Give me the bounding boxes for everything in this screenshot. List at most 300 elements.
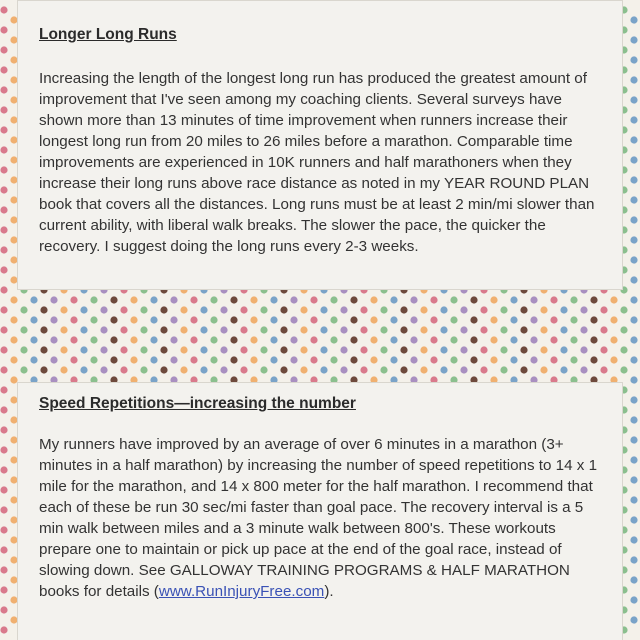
polka-dot	[80, 366, 87, 373]
polka-dot	[180, 366, 187, 373]
polka-dot	[70, 296, 77, 303]
polka-dot	[290, 336, 297, 343]
polka-dot	[150, 356, 157, 363]
section-paragraph: Increasing the length of the longest long run has produced the greatest amount of improvement that I've seen among my coaching clients. Several surveys have shown more than 13 minutes of time improvement when runners increase their longest long run from 20 miles to 26 miles before a marathon. Comparable time improvements are experienced in 10K runners and half marathoners when they increase their long runs above race distance as noted in my YEAR ROUND PLAN book that covers all the distances. Long runs must be at least 2 min/mi slower than current ability, with liberal walk breaks. The slower the pace, the quicker the recovery. I suggest doing the long runs every 2-3 weeks.	[39, 70, 595, 255]
polka-dot	[630, 616, 637, 623]
polka-dot	[40, 366, 47, 373]
polka-dot	[510, 336, 517, 343]
polka-dot	[360, 346, 367, 353]
polka-dot	[350, 296, 357, 303]
polka-dot	[0, 126, 7, 133]
polka-dot	[330, 356, 337, 363]
polka-dot	[570, 336, 577, 343]
polka-dot	[490, 336, 497, 343]
polka-dot	[100, 306, 107, 313]
polka-dot	[300, 366, 307, 373]
section-speed-repetitions	[17, 382, 623, 640]
polka-dot	[440, 306, 447, 313]
polka-dot	[130, 316, 137, 323]
polka-dot	[630, 176, 637, 183]
polka-dot	[370, 296, 377, 303]
polka-dot	[630, 296, 637, 303]
polka-dot	[340, 326, 347, 333]
polka-dot	[110, 336, 117, 343]
polka-dot	[570, 296, 577, 303]
polka-dot	[320, 326, 327, 333]
polka-dot	[330, 296, 337, 303]
polka-dot	[630, 556, 637, 563]
polka-dot	[360, 306, 367, 313]
polka-dot	[0, 226, 7, 233]
polka-dot	[630, 456, 637, 463]
polka-dot	[550, 356, 557, 363]
polka-dot	[520, 346, 527, 353]
polka-dot	[380, 366, 387, 373]
polka-dot	[170, 316, 177, 323]
polka-dot	[320, 346, 327, 353]
polka-dot	[140, 326, 147, 333]
polka-dot	[570, 356, 577, 363]
polka-dot	[320, 306, 327, 313]
polka-dot	[420, 346, 427, 353]
polka-dot	[450, 316, 457, 323]
polka-dot	[370, 356, 377, 363]
polka-dot	[170, 356, 177, 363]
polka-dot	[400, 306, 407, 313]
polka-dot	[280, 346, 287, 353]
polka-dot	[220, 326, 227, 333]
polka-dot	[70, 356, 77, 363]
polka-dot	[630, 476, 637, 483]
polka-dot	[10, 296, 17, 303]
polka-dot	[630, 76, 637, 83]
polka-dot	[410, 296, 417, 303]
polka-dot	[580, 346, 587, 353]
polka-dot	[550, 296, 557, 303]
polka-dot	[60, 346, 67, 353]
polka-dot	[260, 346, 267, 353]
polka-dot	[280, 366, 287, 373]
polka-dot	[80, 326, 87, 333]
polka-dot	[450, 356, 457, 363]
polka-dot	[370, 336, 377, 343]
polka-dot	[390, 336, 397, 343]
polka-dot	[0, 606, 7, 613]
polka-dot	[80, 346, 87, 353]
polka-dot	[340, 366, 347, 373]
polka-dot	[630, 536, 637, 543]
polka-dot	[80, 306, 87, 313]
polka-dot	[220, 306, 227, 313]
polka-dot	[250, 316, 257, 323]
polka-dot	[620, 306, 627, 313]
polka-dot	[230, 296, 237, 303]
polka-dot	[350, 336, 357, 343]
polka-dot	[570, 316, 577, 323]
polka-dot	[630, 516, 637, 523]
polka-dot	[610, 316, 617, 323]
polka-dot	[60, 366, 67, 373]
polka-dot	[410, 356, 417, 363]
polka-dot	[390, 356, 397, 363]
polka-dot	[630, 356, 637, 363]
polka-dot	[230, 356, 237, 363]
polka-dot	[0, 626, 7, 633]
polka-dot	[50, 296, 57, 303]
polka-dot	[520, 306, 527, 313]
polka-dot	[90, 356, 97, 363]
polka-dot	[0, 546, 7, 553]
polka-dot	[470, 356, 477, 363]
polka-dot	[160, 366, 167, 373]
polka-dot	[320, 366, 327, 373]
polka-dot	[460, 366, 467, 373]
polka-dot	[620, 366, 627, 373]
polka-dot	[630, 216, 637, 223]
polka-dot	[350, 316, 357, 323]
polka-dot	[0, 426, 7, 433]
polka-dot	[420, 326, 427, 333]
polka-dot	[90, 316, 97, 323]
polka-dot	[0, 466, 7, 473]
polka-dot	[0, 326, 7, 333]
polka-dot	[150, 296, 157, 303]
polka-dot	[440, 366, 447, 373]
polka-dot	[330, 316, 337, 323]
polka-dot	[600, 346, 607, 353]
polka-dot	[120, 306, 127, 313]
polka-dot	[300, 306, 307, 313]
polka-dot	[140, 366, 147, 373]
polka-dot	[280, 326, 287, 333]
polka-dot	[530, 356, 537, 363]
polka-dot	[170, 336, 177, 343]
polka-dot	[410, 316, 417, 323]
polka-dot	[520, 366, 527, 373]
polka-dot	[210, 316, 217, 323]
polka-dot	[130, 336, 137, 343]
paragraph-end: ).	[324, 583, 334, 600]
polka-dot	[340, 306, 347, 313]
polka-dot	[310, 316, 317, 323]
polka-dot	[90, 336, 97, 343]
polka-dot	[430, 356, 437, 363]
section-title: Longer Long Runs	[39, 26, 177, 43]
polka-dot	[30, 356, 37, 363]
polka-dot	[490, 316, 497, 323]
polka-dot	[210, 336, 217, 343]
polka-dot	[20, 346, 27, 353]
polka-dot	[630, 436, 637, 443]
polka-dot	[350, 356, 357, 363]
polka-dot	[430, 296, 437, 303]
polka-dot	[180, 346, 187, 353]
polka-dot	[30, 336, 37, 343]
polka-dot	[130, 296, 137, 303]
polka-dot	[160, 346, 167, 353]
polka-dot	[200, 306, 207, 313]
polka-dot	[530, 296, 537, 303]
polka-dot	[150, 336, 157, 343]
polka-dot	[60, 326, 67, 333]
section-longer-long-runs	[17, 0, 623, 290]
polka-dot	[440, 346, 447, 353]
website-link[interactable]: www.RunInjuryFree.com	[158, 583, 325, 600]
polka-dot	[280, 306, 287, 313]
polka-dot	[180, 306, 187, 313]
polka-dot	[240, 326, 247, 333]
polka-dot	[140, 306, 147, 313]
polka-dot	[160, 306, 167, 313]
polka-dot	[610, 296, 617, 303]
polka-dot	[30, 296, 37, 303]
polka-dot	[250, 336, 257, 343]
section-title: Speed Repetitions—increasing the number	[39, 395, 356, 412]
polka-dot	[630, 416, 637, 423]
polka-dot	[380, 346, 387, 353]
polka-dot	[0, 186, 7, 193]
polka-dot	[480, 326, 487, 333]
polka-dot	[0, 586, 7, 593]
polka-dot	[40, 346, 47, 353]
polka-dot	[190, 336, 197, 343]
polka-dot	[560, 346, 567, 353]
polka-dot	[600, 366, 607, 373]
section-paragraph	[39, 434, 602, 602]
polka-dot	[40, 326, 47, 333]
polka-dot	[500, 326, 507, 333]
polka-dot	[270, 336, 277, 343]
polka-dot	[20, 306, 27, 313]
polka-dot	[410, 336, 417, 343]
polka-dot	[220, 366, 227, 373]
polka-dot	[510, 316, 517, 323]
polka-dot	[50, 336, 57, 343]
polka-dot	[190, 296, 197, 303]
polka-dot	[200, 326, 207, 333]
polka-dot	[560, 366, 567, 373]
polka-dot	[510, 356, 517, 363]
polka-dot	[0, 386, 7, 393]
polka-dot	[270, 296, 277, 303]
polka-dot	[630, 256, 637, 263]
polka-dot	[210, 356, 217, 363]
polka-dot	[10, 316, 17, 323]
polka-dot	[160, 326, 167, 333]
polka-dot	[630, 316, 637, 323]
polka-dot	[190, 356, 197, 363]
polka-dot	[530, 316, 537, 323]
polka-dot	[630, 396, 637, 403]
polka-dot	[140, 346, 147, 353]
polka-dot	[550, 336, 557, 343]
polka-dot	[0, 346, 7, 353]
polka-dot	[310, 356, 317, 363]
polka-dot	[610, 356, 617, 363]
polka-dot	[0, 86, 7, 93]
polka-dot	[600, 306, 607, 313]
polka-dot	[630, 496, 637, 503]
polka-dot	[450, 296, 457, 303]
polka-dot	[0, 366, 7, 373]
polka-dot	[400, 346, 407, 353]
polka-dot	[50, 316, 57, 323]
polka-dot	[600, 326, 607, 333]
polka-dot	[0, 266, 7, 273]
polka-dot	[310, 336, 317, 343]
polka-dot	[0, 46, 7, 53]
polka-dot	[240, 366, 247, 373]
polka-dot	[620, 326, 627, 333]
polka-dot	[630, 276, 637, 283]
polka-dot	[630, 376, 637, 383]
polka-dot	[110, 296, 117, 303]
polka-dot	[0, 446, 7, 453]
polka-dot	[340, 346, 347, 353]
polka-dot	[0, 66, 7, 73]
polka-dot	[560, 326, 567, 333]
polka-dot	[0, 26, 7, 33]
polka-dot	[0, 306, 7, 313]
polka-dot	[40, 306, 47, 313]
polka-dot	[290, 316, 297, 323]
polka-dot	[360, 326, 367, 333]
polka-dot	[480, 306, 487, 313]
polka-dot	[120, 346, 127, 353]
polka-dot	[110, 356, 117, 363]
polka-dot	[450, 336, 457, 343]
polka-dot	[250, 296, 257, 303]
polka-dot	[630, 236, 637, 243]
polka-dot	[190, 316, 197, 323]
polka-dot	[330, 336, 337, 343]
polka-dot	[0, 146, 7, 153]
polka-dot	[50, 356, 57, 363]
polka-dot	[630, 56, 637, 63]
polka-dot	[530, 336, 537, 343]
polka-dot	[470, 296, 477, 303]
polka-dot	[0, 566, 7, 573]
polka-dot	[430, 336, 437, 343]
polka-dot	[490, 356, 497, 363]
polka-dot	[630, 596, 637, 603]
paragraph-text: My runners have improved by an average of over 6 minutes in a marathon (3+ minutes in a half marathon) by increasing the number of speed repetitions to 14 x 1 mile for the marathon, and 14 x 800 meter for the half marathon. I recommend that each of these be run 30 sec/mi faster than goal pace. The recovery interval is a 5 min walk between miles and a 3 minute walk between 800's. These workouts prepare one to maintain or pick up pace at the end of the goal race, instead of slowing down. See GALLOWAY TRAINING PROGRAMS & HALF MARATHON books for details (	[39, 436, 598, 600]
polka-dot	[380, 306, 387, 313]
polka-dot	[420, 306, 427, 313]
polka-dot	[0, 286, 7, 293]
polka-dot	[0, 6, 7, 13]
polka-dot	[210, 296, 217, 303]
polka-dot	[500, 306, 507, 313]
polka-dot	[540, 366, 547, 373]
polka-dot	[500, 346, 507, 353]
polka-dot	[630, 116, 637, 123]
polka-dot	[250, 356, 257, 363]
polka-dot	[70, 316, 77, 323]
polka-dot	[610, 336, 617, 343]
polka-dot	[10, 356, 17, 363]
polka-dot	[260, 366, 267, 373]
polka-dot	[290, 296, 297, 303]
polka-dot	[230, 336, 237, 343]
polka-dot	[480, 366, 487, 373]
polka-dot	[150, 316, 157, 323]
polka-dot	[490, 296, 497, 303]
polka-dot	[200, 366, 207, 373]
polka-dot	[220, 346, 227, 353]
polka-dot	[500, 366, 507, 373]
polka-dot	[560, 306, 567, 313]
polka-dot	[110, 316, 117, 323]
polka-dot	[0, 406, 7, 413]
polka-dot	[400, 326, 407, 333]
polka-dot	[540, 346, 547, 353]
polka-dot	[310, 296, 317, 303]
polka-dot	[100, 346, 107, 353]
polka-dot	[540, 306, 547, 313]
polka-dot	[30, 316, 37, 323]
polka-dot	[630, 36, 637, 43]
polka-dot	[460, 326, 467, 333]
polka-dot	[120, 326, 127, 333]
polka-dot	[230, 316, 237, 323]
polka-dot	[0, 526, 7, 533]
polka-dot	[0, 206, 7, 213]
polka-dot	[390, 296, 397, 303]
polka-dot	[460, 306, 467, 313]
polka-dot	[580, 366, 587, 373]
polka-dot	[470, 316, 477, 323]
polka-dot	[0, 506, 7, 513]
polka-dot	[630, 196, 637, 203]
polka-dot	[630, 336, 637, 343]
polka-dot	[90, 296, 97, 303]
polka-dot	[240, 306, 247, 313]
polka-dot	[0, 246, 7, 253]
polka-dot	[390, 316, 397, 323]
polka-dot	[630, 136, 637, 143]
polka-dot	[200, 346, 207, 353]
polka-dot	[360, 366, 367, 373]
polka-dot	[180, 326, 187, 333]
polka-dot	[630, 16, 637, 23]
polka-dot	[130, 356, 137, 363]
polka-dot	[590, 316, 597, 323]
polka-dot	[300, 346, 307, 353]
polka-dot	[120, 366, 127, 373]
polka-dot	[170, 296, 177, 303]
polka-dot	[60, 306, 67, 313]
polka-dot	[400, 366, 407, 373]
polka-dot	[70, 336, 77, 343]
polka-dot	[590, 296, 597, 303]
polka-dot	[380, 326, 387, 333]
polka-dot	[510, 296, 517, 303]
polka-dot	[460, 346, 467, 353]
polka-dot	[630, 576, 637, 583]
polka-dot	[300, 326, 307, 333]
polka-dot	[100, 366, 107, 373]
polka-dot	[0, 166, 7, 173]
polka-dot	[20, 366, 27, 373]
polka-dot	[370, 316, 377, 323]
polka-dot	[480, 346, 487, 353]
polka-dot	[580, 326, 587, 333]
polka-dot	[440, 326, 447, 333]
polka-dot	[270, 356, 277, 363]
polka-dot	[620, 346, 627, 353]
polka-dot	[580, 306, 587, 313]
